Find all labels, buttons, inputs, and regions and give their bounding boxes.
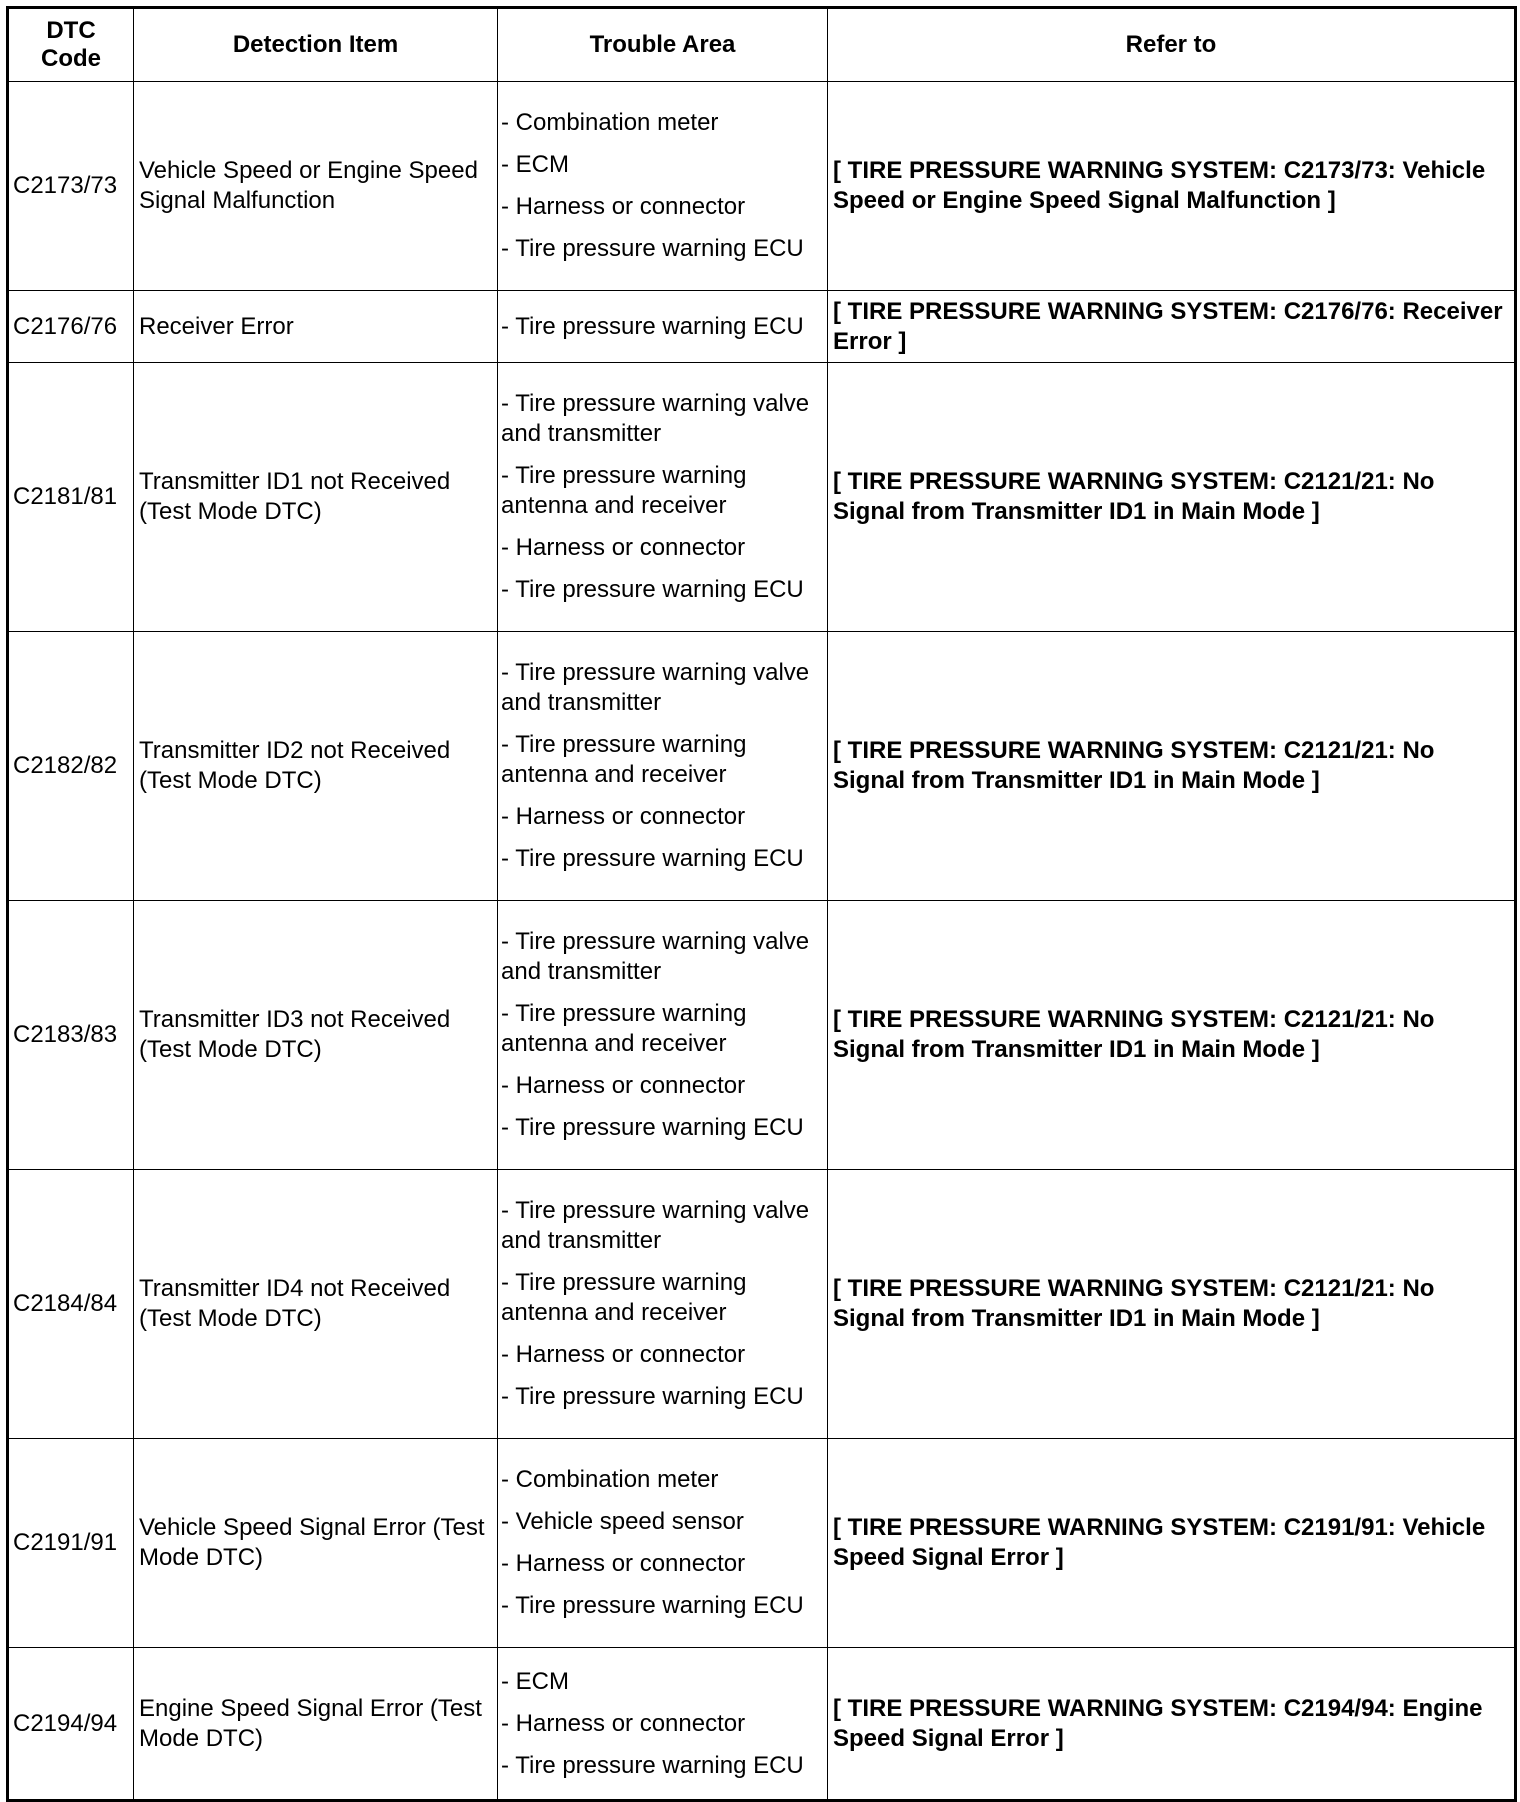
table-row	[8, 291, 1516, 363]
table-body	[8, 82, 1516, 1801]
trouble-area-item: - Harness or connector	[501, 1072, 746, 1099]
refer-to-link[interactable]: [ TIRE PRESSURE WARNING SYSTEM: C2191/91: Vehicle Speed Signal Error ]	[828, 1439, 1516, 1648]
trouble-area-item: - Harness or connector	[501, 534, 746, 561]
detection-item-cell: Transmitter ID4 not Received (Test Mode DTC)	[134, 1170, 498, 1439]
trouble-area-item: - Harness or connector	[501, 1341, 746, 1368]
trouble-area-cell	[498, 82, 828, 291]
refer-to-link[interactable]: [ TIRE PRESSURE WARNING SYSTEM: C2121/21: No Signal from Transmitter ID1 in Main Mode ]	[828, 363, 1516, 632]
trouble-area-cell	[498, 1648, 828, 1801]
trouble-area-cell	[498, 1170, 828, 1439]
table-row	[8, 1648, 1516, 1801]
refer-to-link[interactable]: [ TIRE PRESSURE WARNING SYSTEM: C2121/21: No Signal from Transmitter ID1 in Main Mode ]	[828, 901, 1516, 1170]
trouble-area-item: - Tire pressure warning valve and transmitter	[501, 659, 810, 716]
dtc-code-cell: C2173/73	[8, 82, 134, 291]
trouble-area-item: - Harness or connector	[501, 1550, 746, 1577]
dtc-code-cell: C2191/91	[8, 1439, 134, 1648]
table-header	[8, 8, 1516, 82]
refer-to-link[interactable]: [ TIRE PRESSURE WARNING SYSTEM: C2173/73: Vehicle Speed or Engine Speed Signal Malfunction ]	[828, 82, 1516, 291]
trouble-area-cell	[498, 291, 828, 363]
trouble-area-item: - ECM	[501, 1667, 569, 1695]
dtc-code-cell: C2183/83	[8, 901, 134, 1170]
table-row	[8, 1439, 1516, 1648]
trouble-area-item: - Combination meter	[501, 1466, 719, 1493]
dtc-table	[6, 6, 1517, 1802]
dtc-code-cell: C2194/94	[8, 1648, 134, 1801]
table-row	[8, 632, 1516, 901]
trouble-area-item: - Vehicle speed sensor	[501, 1508, 744, 1535]
header-trouble-area: Trouble Area	[498, 8, 828, 82]
detection-item-cell: Transmitter ID2 not Received (Test Mode DTC)	[134, 632, 498, 901]
trouble-area-item: - Combination meter	[501, 109, 719, 136]
table-row	[8, 901, 1516, 1170]
header-detection-item: Detection Item	[134, 8, 498, 82]
trouble-area-item: - Tire pressure warning antenna and receiver	[501, 1000, 747, 1057]
header-row	[8, 8, 1516, 82]
header-dtc-code: DTC Code	[8, 8, 134, 82]
detection-item-cell: Engine Speed Signal Error (Test Mode DTC)	[134, 1648, 498, 1801]
trouble-area-cell	[498, 363, 828, 632]
trouble-area-item: - Tire pressure warning ECU	[501, 312, 804, 340]
trouble-area-item: - Tire pressure warning valve and transmitter	[501, 1197, 810, 1254]
trouble-area-item: - Tire pressure warning antenna and receiver	[501, 731, 747, 788]
trouble-area-cell	[498, 1439, 828, 1648]
table-row	[8, 1170, 1516, 1439]
trouble-area-item: - Tire pressure warning ECU	[501, 235, 804, 262]
dtc-code-cell: C2181/81	[8, 363, 134, 632]
trouble-area-item: - Tire pressure warning valve and transmitter	[501, 928, 810, 985]
trouble-area-item: - Tire pressure warning ECU	[501, 845, 804, 872]
dtc-code-cell: C2184/84	[8, 1170, 134, 1439]
trouble-area-item: - Harness or connector	[501, 803, 746, 830]
trouble-area-cell	[498, 632, 828, 901]
trouble-area-item: - Harness or connector	[501, 193, 746, 220]
trouble-area-item: - Tire pressure warning ECU	[501, 576, 804, 603]
detection-item-cell: Vehicle Speed or Engine Speed Signal Malfunction	[134, 82, 498, 291]
trouble-area-item: - Tire pressure warning ECU	[501, 1751, 804, 1779]
refer-to-link[interactable]: [ TIRE PRESSURE WARNING SYSTEM: C2121/21: No Signal from Transmitter ID1 in Main Mode ]	[828, 632, 1516, 901]
trouble-area-item: - Tire pressure warning antenna and receiver	[501, 1269, 747, 1326]
table-row	[8, 82, 1516, 291]
trouble-area-item: - Harness or connector	[501, 1709, 746, 1737]
refer-to-link[interactable]: [ TIRE PRESSURE WARNING SYSTEM: C2121/21: No Signal from Transmitter ID1 in Main Mode ]	[828, 1170, 1516, 1439]
trouble-area-cell	[498, 901, 828, 1170]
dtc-code-cell: C2182/82	[8, 632, 134, 901]
trouble-area-item: - Tire pressure warning ECU	[501, 1114, 804, 1141]
trouble-area-item: - Tire pressure warning valve and transmitter	[501, 390, 810, 447]
trouble-area-item: - Tire pressure warning ECU	[501, 1592, 804, 1619]
table-row	[8, 363, 1516, 632]
detection-item-cell: Receiver Error	[134, 291, 498, 363]
trouble-area-item: - Tire pressure warning ECU	[501, 1383, 804, 1410]
dtc-code-cell: C2176/76	[8, 291, 134, 363]
refer-to-link[interactable]: [ TIRE PRESSURE WARNING SYSTEM: C2176/76: Receiver Error ]	[828, 291, 1516, 363]
detection-item-cell: Transmitter ID1 not Received (Test Mode DTC)	[134, 363, 498, 632]
trouble-area-item: - Tire pressure warning antenna and receiver	[501, 462, 747, 519]
header-refer-to: Refer to	[828, 8, 1516, 82]
refer-to-link[interactable]: [ TIRE PRESSURE WARNING SYSTEM: C2194/94: Engine Speed Signal Error ]	[828, 1648, 1516, 1801]
trouble-area-item: - ECM	[501, 151, 569, 178]
detection-item-cell: Transmitter ID3 not Received (Test Mode DTC)	[134, 901, 498, 1170]
detection-item-cell: Vehicle Speed Signal Error (Test Mode DTC)	[134, 1439, 498, 1648]
